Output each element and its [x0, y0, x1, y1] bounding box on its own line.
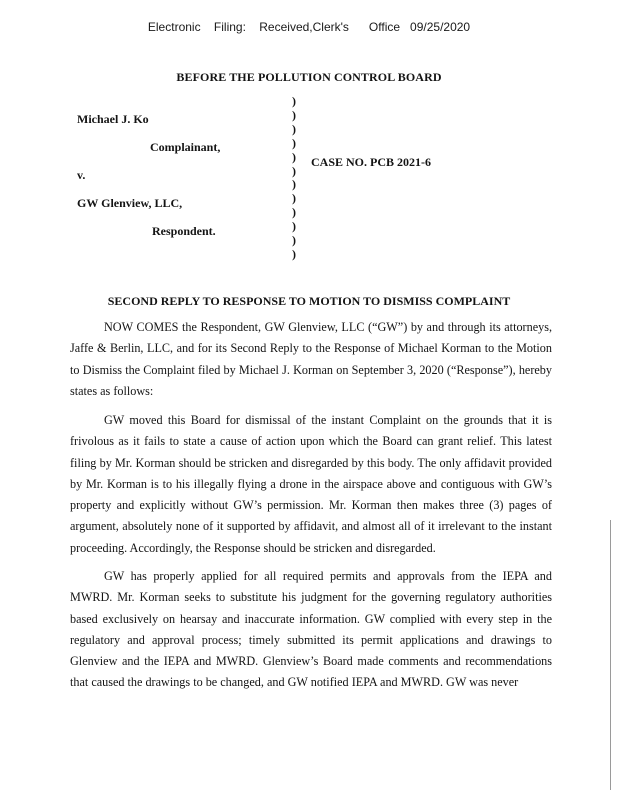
- body-paragraph-2: GW has properly applied for all required permits and approvals from the IEPA and MWRD. Mr. Korman seeks to substitute his judgment for the governing regulatory authorities based exclusively on hearsay and inaccurate information. GW complied with every step in the regulatory and approval process; timely submitted its permit applications and drawings to Glenview and the IEPA and MWRD. Glenview’s Board made comments and recommendations that caused the drawings to be changed, and GW notified IEPA and MWRD. GW was never: [70, 569, 552, 690]
- respondent-role: Respondent.: [152, 224, 216, 238]
- complainant-role: Complainant,: [150, 140, 221, 154]
- board-title: BEFORE THE POLLUTION CONTROL BOARD: [176, 70, 442, 84]
- complainant-name: Michael J. Ko: [77, 112, 149, 126]
- case-number: CASE NO. PCB 2021-6: [311, 155, 432, 169]
- respondent-name: GW Glenview, LLC,: [77, 196, 183, 210]
- intro-paragraph: NOW COMES the Respondent, GW Glenview, LLC (“GW”) by and through its attorneys, Jaffe & Berlin, LLC, and for its Second Reply to the Response of Michael Korman to the Motion to Dismiss the Complaint filed by Michael J. Korman on September 3, 2020 (“Response”), hereby states as follows:: [70, 320, 552, 398]
- versus-label: v.: [77, 168, 86, 182]
- caption-parentheses: ) ) ) ) ) ) ) ) ) ) ) ): [292, 94, 296, 261]
- case-caption: [0, 95, 618, 270]
- filing-stamp: Electronic Filing: Received,Clerk's Office 09/25/2020: [147, 20, 471, 34]
- body-paragraph-1: GW moved this Board for dismissal of the instant Complaint on the grounds that it is frivolous as it fails to state a cause of action upon which the Board can grant relief. This latest filing by Mr. Korman should be stricken and disregarded by this body. The only affidavit provided by Mr. Korman is to his illegally flying a drone in the airspace above and contiguous with GW’s property and explicitly without GW’s permission. Mr. Korman then makes three (3) pages of argument, absolutely none of it supported by affidavit, and almost all of it irrelevant to the instant proceeding. Accordingly, the Response should be stricken and disregarded.: [70, 413, 552, 555]
- scan-edge-line: [610, 520, 611, 790]
- document-title: SECOND REPLY TO RESPONSE TO MOTION TO DISMISS COMPLAINT: [107, 294, 511, 308]
